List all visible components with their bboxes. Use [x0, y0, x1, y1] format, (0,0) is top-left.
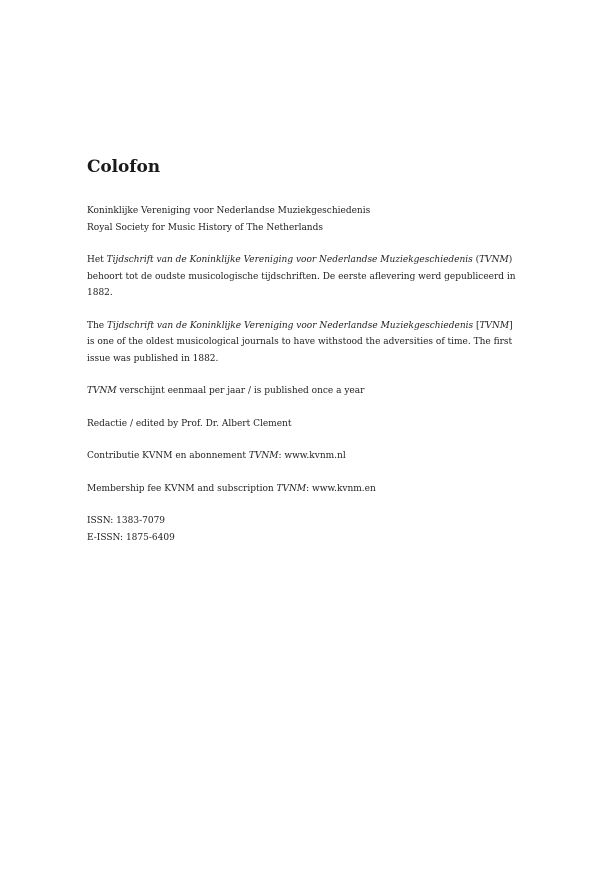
- text-fragment: [: [473, 320, 480, 331]
- text-fragment: verschijnt eenmaal per jaar / is published once a year: [116, 386, 365, 396]
- editor-line: Redactie / edited by Prof. Dr. Albert Clement: [87, 418, 292, 429]
- membership-english: [87, 481, 517, 498]
- eissn: E-ISSN: 1875-6409: [87, 532, 175, 543]
- journal-description-dutch: [87, 252, 517, 302]
- text-fragment: Membership fee KVNM and subscription: [87, 483, 277, 494]
- text-fragment: ] is one of the oldest musicological journals to have withstood the adversities of time. The first issue was published in 1882.: [87, 320, 513, 364]
- text-fragment: Het: [87, 255, 107, 265]
- journal-abbreviation: TVNM: [479, 320, 510, 331]
- text-fragment: : www.kvnm.en: [306, 483, 376, 494]
- publication-frequency: [87, 383, 517, 400]
- journal-abbreviation: TVNM: [479, 255, 509, 265]
- journal-abbreviation: TVNM: [248, 451, 279, 461]
- journal-abbreviation: TVNM: [87, 386, 117, 396]
- page-title: Colofon: [87, 157, 160, 177]
- society-name-english: Royal Society for Music History of The Netherlands: [87, 222, 323, 233]
- issn: ISSN: 1383-7079: [87, 516, 166, 526]
- issn-block: [87, 513, 517, 546]
- text-fragment: ) behoort tot de oudste musicologische tijdschriften. De eerste aflevering werd gepubliceerd in 1882.: [87, 255, 516, 298]
- text-fragment: The: [87, 320, 107, 331]
- text-fragment: (: [472, 255, 480, 265]
- text-fragment: Contributie KVNM en abonnement: [87, 451, 249, 461]
- society-names: [87, 203, 517, 236]
- journal-title: Tijdschrift van de Koninklijke Vereniging voor Nederlandse Muziekgeschiedenis: [107, 320, 474, 331]
- text-fragment: : www.kvnm.nl: [278, 451, 346, 461]
- colophon-content: [87, 157, 517, 562]
- journal-abbreviation: TVNM: [276, 483, 307, 494]
- journal-title: Tijdschrift van de Koninklijke Vereniging voor Nederlandse Muziekgeschiedenis: [106, 255, 473, 265]
- contribution-dutch: [87, 448, 517, 465]
- journal-description-english: [87, 318, 517, 368]
- society-name-dutch: Koninklijke Vereniging voor Nederlandse Muziekgeschiedenis: [87, 206, 371, 216]
